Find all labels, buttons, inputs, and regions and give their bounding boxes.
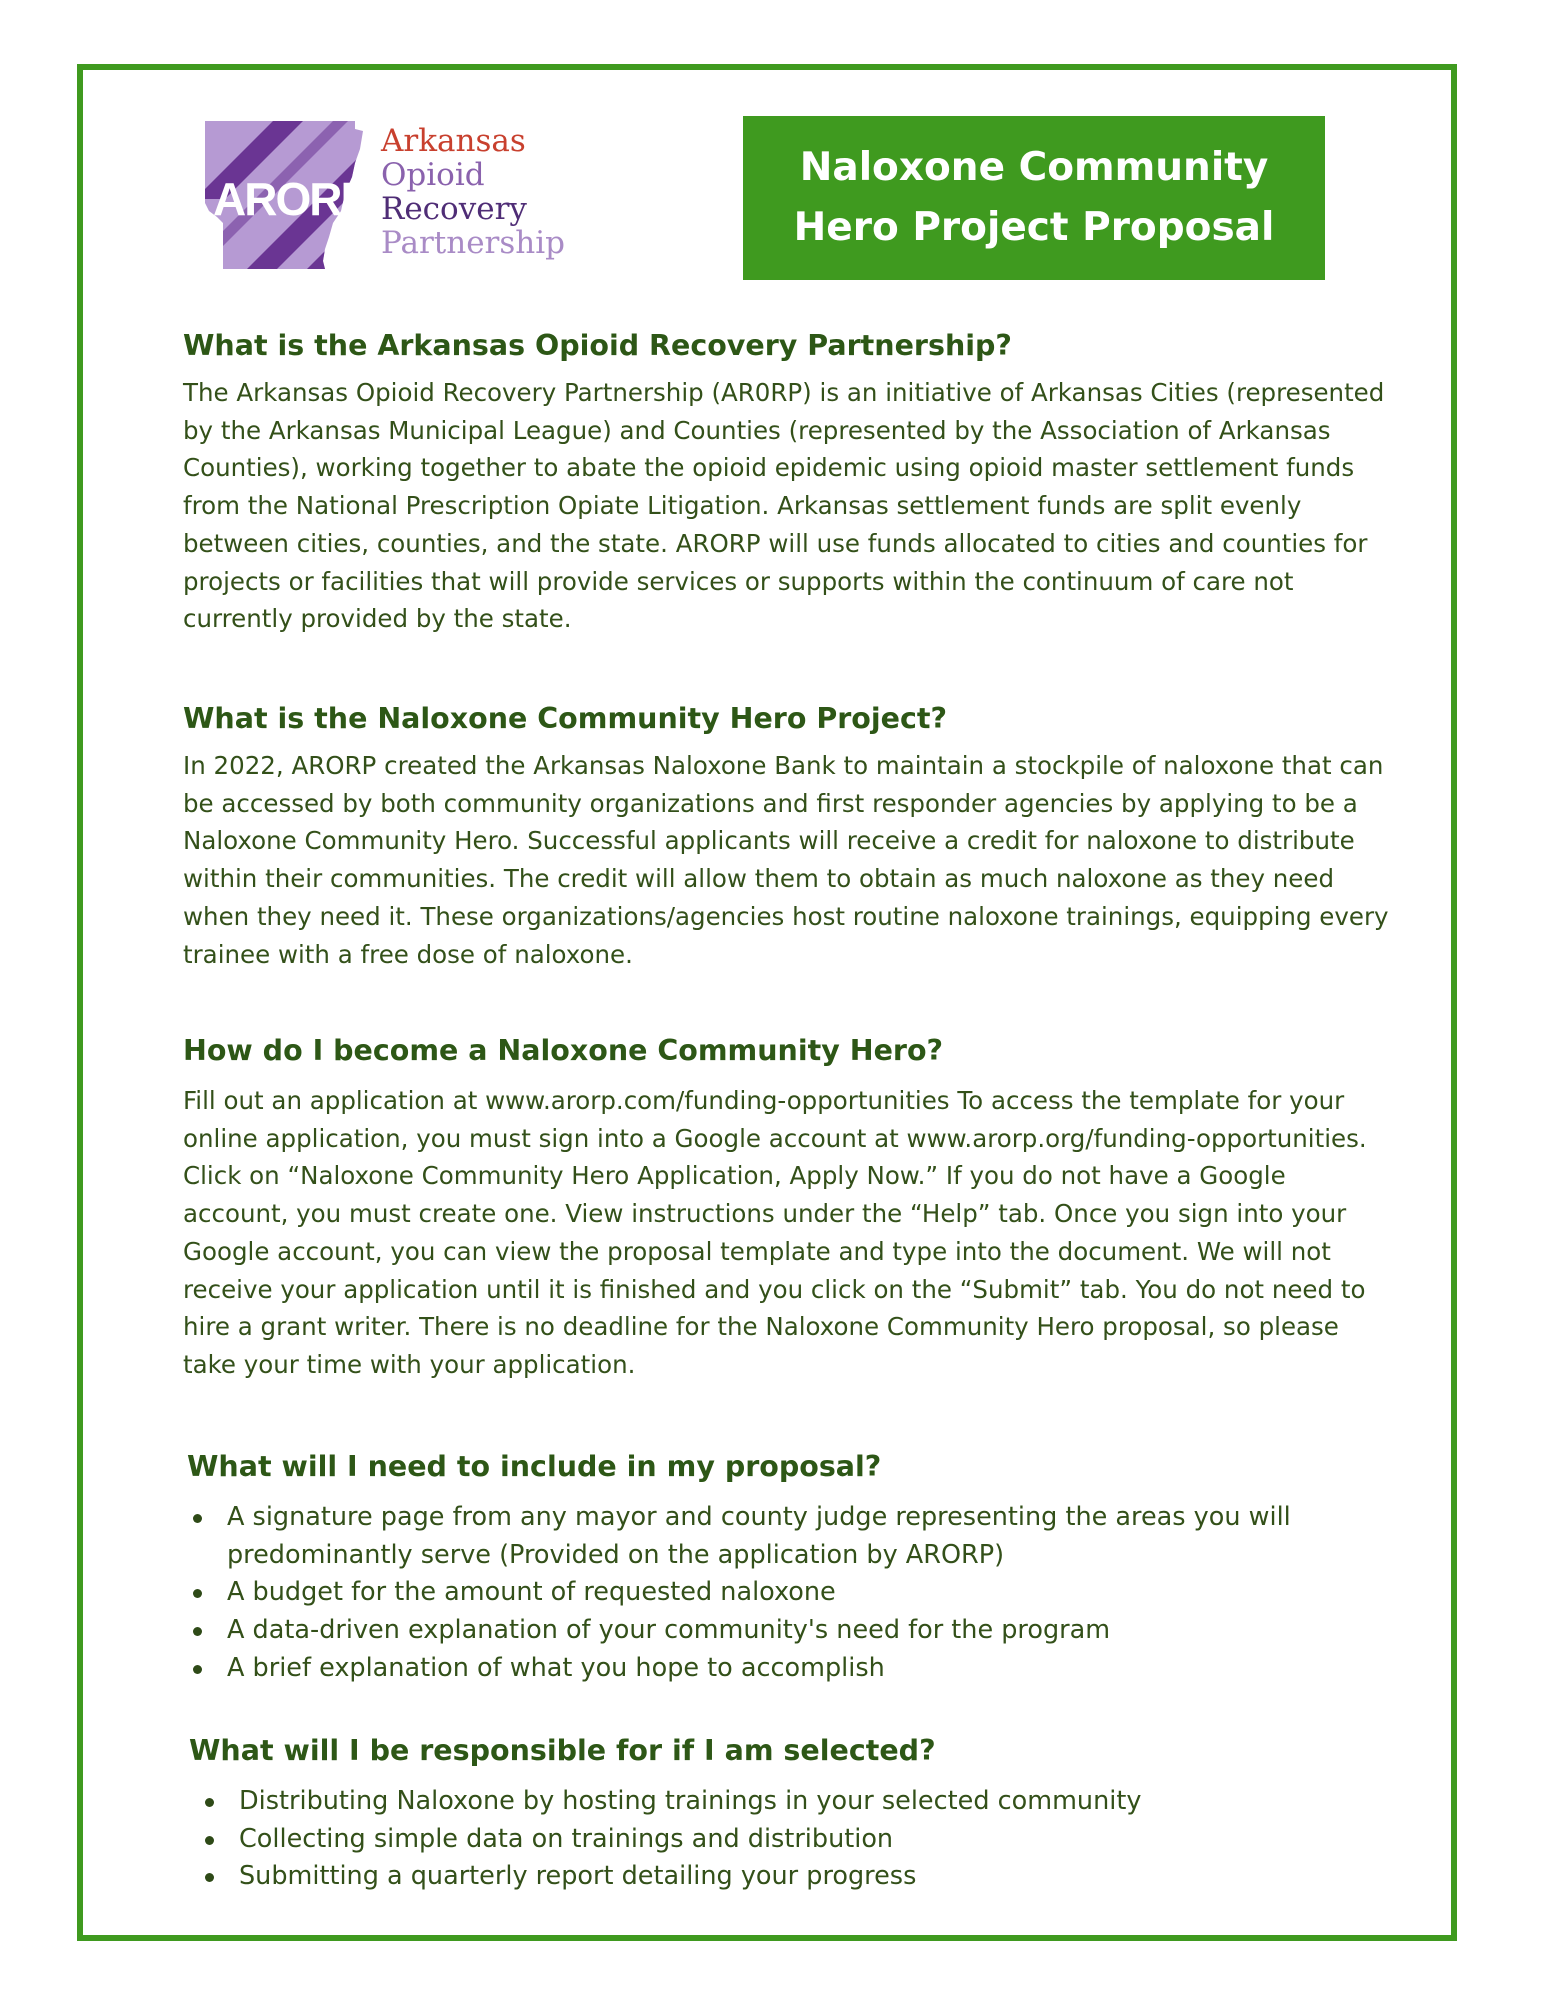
section-proposal-contents bbox=[187, 1447, 1402, 1688]
logo-wordmark bbox=[381, 124, 565, 260]
logo-line-1: Arkansas bbox=[381, 123, 526, 159]
list-item: Distributing Naloxone by hosting trainings in your selected community bbox=[199, 1783, 1404, 1821]
section-body: In 2022, ARORP created the Arkansas Naloxone Bank to maintain a stockpile of naloxone that can be accessed by both community organizations and first responder agencies by applying to be a Naloxone Community Hero. Successful applicants will receive a credit for naloxone to distribute within their communities. The credit will allow them to obtain as much naloxone as they need when they need it. These organizations/agencies host routine naloxone trainings, equipping every trainee with a free dose of naloxone. bbox=[183, 751, 1389, 969]
logo-line-2: Opioid bbox=[381, 157, 485, 193]
title-line-1: Naloxone Community bbox=[799, 145, 1269, 190]
section-heading: What will I be responsible for if I am selected? bbox=[189, 1734, 936, 1767]
section-heading: What is the Arkansas Opioid Recovery Partnership? bbox=[183, 329, 1012, 362]
list-item: Submitting a quarterly report detailing your progress bbox=[199, 1858, 1404, 1896]
section-responsibilities bbox=[189, 1731, 1404, 1896]
list-item: A signature page from any mayor and county judge representing the areas you will predominantly serve (Provided on the application by ARORP) bbox=[187, 1499, 1402, 1574]
section-about-project bbox=[183, 699, 1398, 973]
section-how-to-apply bbox=[183, 1031, 1398, 1384]
list-item: A budget for the amount of requested naloxone bbox=[187, 1574, 1402, 1612]
section-heading: How do I become a Naloxone Community Hero? bbox=[183, 1034, 944, 1067]
list-item: A data-driven explanation of your community's need for the program bbox=[187, 1612, 1402, 1650]
section-body: Fill out an application at www.arorp.com/funding-opportunities To access the template for your online application, you must sign into a Google account at www.arorp.org/funding-opportunities. Click on “Naloxone Community Hero Application, Apply Now.” If you do not have a Google account, you must create one. View instructions under the “Help” tab. Once you sign into your Google account, you can view the proposal template and type into the document. We will not receive your application until it is finished and you click on the “Submit” tab. You do not need to hire a grant writer. There is no deadline for the Naloxone Community Hero proposal, so please take your time with your application. bbox=[183, 1086, 1367, 1379]
logo-line-3: Recovery bbox=[381, 191, 527, 227]
logo-mark: ARORP bbox=[213, 173, 370, 225]
section-heading: What will I need to include in my proposal? bbox=[187, 1450, 882, 1483]
title-line-2: Hero Project Proposal bbox=[793, 205, 1275, 250]
list-item: Collecting simple data on trainings and distribution bbox=[199, 1821, 1404, 1859]
section-heading: What is the Naloxone Community Hero Project? bbox=[183, 702, 948, 735]
responsibilities-list bbox=[199, 1783, 1404, 1896]
proposal-requirements-list bbox=[187, 1499, 1402, 1688]
section-body: The Arkansas Opioid Recovery Partnership (AR0RP) is an initiative of Arkansas Cities (represented by the Arkansas Municipal League) and Counties (represented by the Association of Arkansas Counties), working together to abate the opioid epidemic using opioid master settlement funds from the National Prescription Opiate Litigation. Arkansas settlement funds are split evenly between cities, counties, and the state. ARORP will use funds allocated to cities and counties for projects or facilities that will provide services or supports within the continuum of care not currently provided by the state. bbox=[183, 378, 1385, 634]
logo-line-4: Partnership bbox=[381, 225, 565, 261]
section-about-arorp bbox=[183, 326, 1398, 638]
document-title bbox=[743, 116, 1325, 280]
list-item: A brief explanation of what you hope to accomplish bbox=[187, 1650, 1402, 1688]
